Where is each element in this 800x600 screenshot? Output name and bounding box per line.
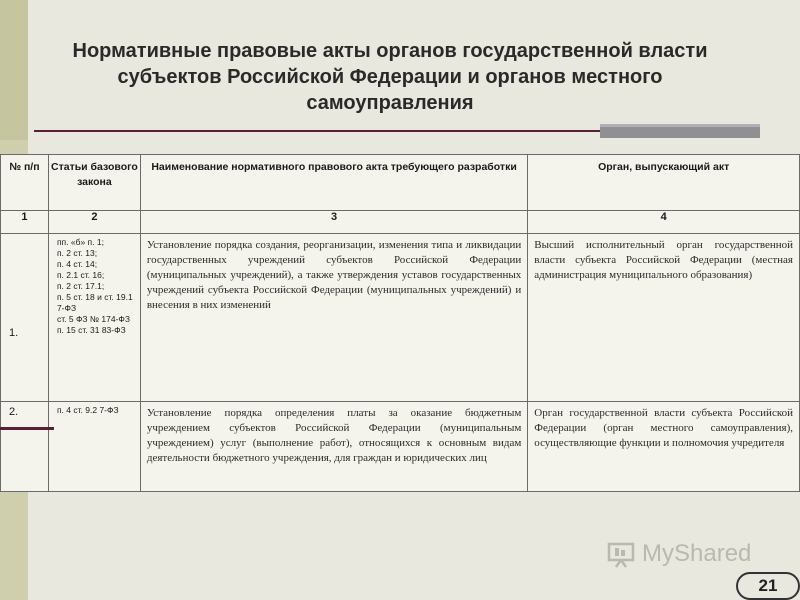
column-number: 2 <box>48 211 140 234</box>
row-number: 2. <box>1 402 49 492</box>
column-number: 4 <box>528 211 800 234</box>
article-ref: ст. 5 ФЗ № 174-ФЗ <box>56 314 130 324</box>
article-ref: п. 2 ст. 13; <box>56 248 98 258</box>
article-ref: п. 15 ст. 31 83-ФЗ <box>56 325 126 335</box>
article-ref: пп. «б» п. 1; <box>56 237 104 247</box>
row-act-name: Установление порядка определения платы за оказание бюджетным учреждением субъектов Российской Федерации (муниципальным учреждением) услуг (выполнение работ), относящихся к основным видам деятельности бюджетного учреждения, для граждан и юридических лиц <box>140 402 527 492</box>
slide-title: Нормативные правовые акты органов государственной власти субъектов Российской Федерации и органов местного самоуправления <box>72 40 708 114</box>
article-ref: 7-ФЗ <box>56 303 77 313</box>
presentation-icon <box>606 539 636 569</box>
column-number: 1 <box>1 211 49 234</box>
row-number: 1. <box>1 234 49 402</box>
table-row <box>1 402 800 492</box>
article-ref: п. 5 ст. 18 и ст. 19.1 <box>56 292 133 302</box>
left-decor-strip <box>0 0 28 140</box>
header-act-name: Наименование нормативного правового акта требующего разработки <box>140 155 527 211</box>
watermark-logo <box>606 536 776 572</box>
article-ref: п. 2 ст. 17.1; <box>56 281 105 291</box>
table-row <box>1 234 800 402</box>
column-number-row <box>1 211 800 234</box>
page-number-badge: 21 <box>736 572 800 600</box>
row-articles <box>48 402 140 492</box>
row-accent-line <box>0 427 54 430</box>
acts-table <box>0 154 800 492</box>
header-num: № п/п <box>1 155 49 211</box>
watermark-text: MyShared <box>642 540 752 567</box>
table-header-row <box>1 155 800 211</box>
title-underline <box>34 130 600 132</box>
header-articles: Статьи базового закона <box>48 155 140 211</box>
row-articles <box>48 234 140 402</box>
header-organ: Орган, выпускающий акт <box>528 155 800 211</box>
column-number: 3 <box>140 211 527 234</box>
article-ref: п. 4 ст. 14; <box>56 259 98 269</box>
row-act-name: Установление порядка создания, реорганизации, изменения типа и ликвидации государственных учреждений субъектов Российской Федерации (муниципальных учреждений), а также утверждения уставов государственных учреждений субъекта Российской Федерации (муниципальных учреждений) и внесения в них изменений <box>140 234 527 402</box>
article-ref: п. 2.1 ст. 16; <box>56 270 105 280</box>
row-organ: Орган государственной власти субъекта Российской Федерации (орган местного самоуправления), осуществляющие функции и полномочия учредителя <box>528 402 800 492</box>
row-organ: Высший исполнительный орган государственной власти субъекта Российской Федерации (местная администрация муниципального образования) <box>528 234 800 402</box>
title-decor-block-highlight <box>600 124 760 127</box>
article-ref: п. 4 ст. 9.2 7-ФЗ <box>56 405 119 415</box>
